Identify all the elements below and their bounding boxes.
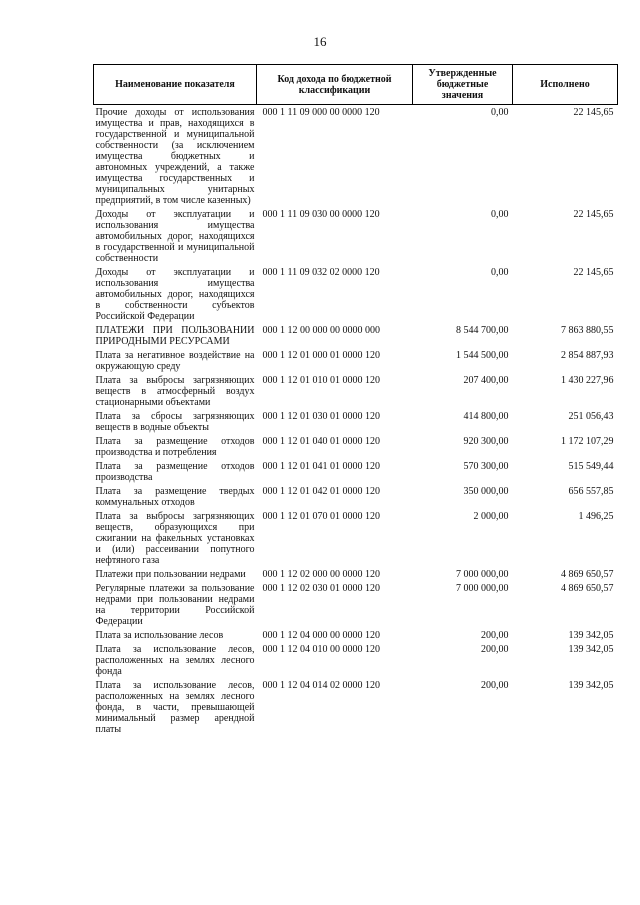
row-executed: 2 854 887,93: [561, 350, 614, 361]
row-executed: 656 557,85: [568, 486, 614, 497]
table-row: [94, 509, 618, 567]
row-name: Плата за выбросы загрязняющих веществ, образующихся при сжигании на факельных установках и (или) рассеивании попутного нефтяного газа: [95, 511, 255, 566]
row-code: 000 1 12 02 000 00 0000 120: [262, 569, 380, 580]
row-approved: 207 400,00: [463, 375, 509, 386]
row-name: Доходы от эксплуатации и использования имущества автомобильных дорог, находящихся в собственности субъектов Российской Федерации: [95, 267, 255, 322]
table-body: [94, 105, 618, 737]
row-approved: 0,00: [491, 209, 509, 220]
table-row: [94, 484, 618, 509]
header-name: Наименование показателя: [94, 65, 257, 105]
row-approved: 0,00: [491, 107, 509, 118]
row-executed: 515 549,44: [568, 461, 614, 472]
row-executed: 1 172 107,29: [561, 436, 614, 447]
row-approved: 200,00: [481, 680, 509, 691]
row-executed: 22 145,65: [573, 267, 614, 278]
row-code: 000 1 12 01 070 01 0000 120: [262, 511, 380, 522]
row-code: 000 1 11 09 032 02 0000 120: [262, 267, 380, 278]
row-code: 000 1 12 04 010 00 0000 120: [262, 644, 380, 655]
row-approved: 8 544 700,00: [456, 325, 509, 336]
row-name: Регулярные платежи за пользование недрами при пользовании недрами на территории Российской Федерации: [95, 583, 255, 627]
row-code: 000 1 12 01 042 01 0000 120: [262, 486, 380, 497]
row-code: 000 1 12 02 030 01 0000 120: [262, 583, 380, 594]
row-approved: 7 000 000,00: [456, 583, 509, 594]
header-code: Код дохода по бюджетной классификации: [257, 65, 413, 105]
row-approved: 200,00: [481, 630, 509, 641]
row-approved: 7 000 000,00: [456, 569, 509, 580]
table-row: [94, 678, 618, 736]
row-name: Плата за размещение отходов производства и потребления: [95, 436, 255, 458]
row-name: ПЛАТЕЖИ ПРИ ПОЛЬЗОВАНИИ ПРИРОДНЫМИ РЕСУРСАМИ: [95, 325, 255, 347]
table-row: [94, 409, 618, 434]
row-code: 000 1 12 01 041 01 0000 120: [262, 461, 380, 472]
table-row: [94, 373, 618, 409]
row-name: Плата за выбросы загрязняющих веществ в атмосферный воздух стационарными объектами: [95, 375, 255, 408]
row-approved: 2 000,00: [473, 511, 509, 522]
row-executed: 4 869 650,57: [561, 569, 614, 580]
row-code: 000 1 12 01 040 01 0000 120: [262, 436, 380, 447]
row-approved: 1 544 500,00: [456, 350, 509, 361]
row-executed: 22 145,65: [573, 107, 614, 118]
table-row: [94, 348, 618, 373]
row-approved: 0,00: [491, 267, 509, 278]
row-executed: 139 342,05: [568, 680, 614, 691]
row-code: 000 1 12 01 010 01 0000 120: [262, 375, 380, 386]
row-code: 000 1 12 01 030 01 0000 120: [262, 411, 380, 422]
row-name: Доходы от эксплуатации и использования имущества автомобильных дорог, находящихся в государственной и муниципальной собственности: [95, 209, 255, 264]
row-name: Плата за использование лесов, расположенных на землях лесного фонда, в части, превышающей минимальный размер арендной платы: [95, 680, 255, 735]
row-name: Плата за сбросы загрязняющих веществ в водные объекты: [95, 411, 255, 433]
row-executed: 4 869 650,57: [561, 583, 614, 594]
table-row: [94, 459, 618, 484]
row-approved: 350 000,00: [463, 486, 509, 497]
row-code: 000 1 12 01 000 01 0000 120: [262, 350, 380, 361]
row-executed: 7 863 880,55: [561, 325, 614, 336]
row-code: 000 1 12 00 000 00 0000 000: [262, 325, 380, 336]
row-code: 000 1 11 09 000 00 0000 120: [262, 107, 380, 118]
row-code: 000 1 12 04 014 02 0000 120: [262, 680, 380, 691]
table-row: [94, 581, 618, 628]
row-name: Плата за использование лесов: [95, 630, 224, 641]
header-executed: Исполнено: [513, 65, 618, 105]
row-executed: 139 342,05: [568, 644, 614, 655]
header-approved: Утвержденные бюджетные значения: [413, 65, 513, 105]
table-row: [94, 265, 618, 323]
table-row: [94, 567, 618, 581]
table-row: [94, 434, 618, 459]
row-code: 000 1 11 09 030 00 0000 120: [262, 209, 380, 220]
row-executed: 1 430 227,96: [561, 375, 614, 386]
row-approved: 570 300,00: [463, 461, 509, 472]
row-approved: 920 300,00: [463, 436, 509, 447]
row-approved: 414 800,00: [463, 411, 509, 422]
table-row: [94, 628, 618, 642]
row-executed: 1 496,25: [578, 511, 614, 522]
row-approved: 200,00: [481, 644, 509, 655]
row-name: Плата за использование лесов, расположенных на землях лесного фонда: [95, 644, 255, 677]
row-name: Плата за негативное воздействие на окружающую среду: [95, 350, 255, 372]
row-name: Плата за размещение твердых коммунальных отходов: [95, 486, 255, 508]
row-name: Прочие доходы от использования имущества и прав, находящихся в государственной и муниципальной собственности (за исключением имущества бюджетных и автономных учреждений, а также имущества государственных и муниципальных унитарных предприятий, в том числе казенных): [95, 107, 255, 206]
row-executed: 251 056,43: [568, 411, 614, 422]
table-row: [94, 642, 618, 678]
revenue-table: [93, 64, 618, 736]
row-executed: 22 145,65: [573, 209, 614, 220]
row-executed: 139 342,05: [568, 630, 614, 641]
page-number: 16: [313, 34, 327, 49]
row-name: Плата за размещение отходов производства: [95, 461, 255, 483]
row-name: Платежи при пользовании недрами: [95, 569, 246, 580]
table-row: [94, 207, 618, 265]
table-row: [94, 323, 618, 348]
row-code: 000 1 12 04 000 00 0000 120: [262, 630, 380, 641]
table-row: [94, 105, 618, 208]
table-header: [94, 65, 618, 105]
